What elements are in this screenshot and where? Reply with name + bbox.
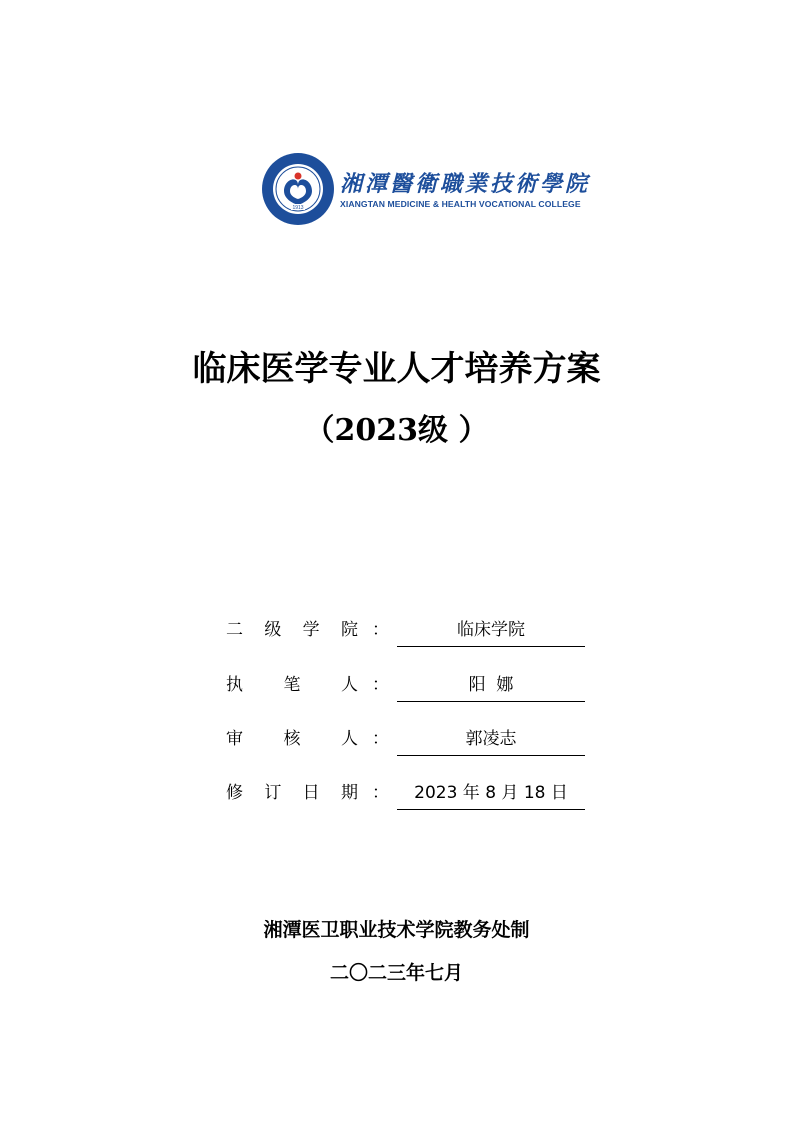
info-value: 郭凌志 (465, 729, 517, 749)
info-underline (397, 809, 585, 810)
info-value: 阳 娜 (468, 675, 514, 695)
info-underline (397, 701, 585, 702)
seal-year: 1913 (292, 205, 304, 211)
info-label (226, 670, 358, 695)
footer-date: 二〇二三年七月 (329, 962, 463, 984)
college-logo (260, 151, 591, 227)
info-label-char: 订 (264, 783, 282, 803)
info-label-char: 院 (340, 620, 358, 640)
info-row (226, 670, 586, 700)
info-label-char: 修 (226, 783, 243, 803)
info-label-char: 日 (302, 783, 320, 803)
info-label-char: 期 (340, 783, 358, 803)
info-label-char: 学 (302, 620, 320, 640)
info-row (226, 615, 586, 645)
college-name-en: XIANGTAN MEDICINE & HEALTH VOCATIONAL COLLEGE (340, 199, 581, 209)
info-value: 临床学院 (457, 620, 525, 640)
info-value: 2023 年 8 月 18 日 (414, 783, 568, 803)
info-colon: ： (372, 729, 389, 749)
college-name-cn: 湘潭醫衛職業技術學院 (340, 171, 591, 197)
info-label-char: 核 (283, 729, 301, 749)
info-underline (397, 646, 585, 647)
info-colon: ： (372, 620, 389, 640)
info-label (226, 778, 358, 803)
info-label-char: 审 (226, 729, 243, 749)
document-title: 临床医学专业人才培养方案 (192, 349, 601, 389)
info-colon: ： (372, 675, 389, 695)
info-row (226, 778, 586, 808)
info-label-char: 人 (341, 675, 358, 695)
info-label (226, 615, 358, 640)
info-label-char: 人 (341, 729, 358, 749)
info-colon: ： (372, 783, 389, 803)
info-label-char: 笔 (283, 675, 301, 695)
footer-org: 湘潭医卫职业技术学院教务处制 (263, 919, 530, 941)
info-row (226, 724, 586, 754)
college-seal-icon (260, 151, 336, 227)
document-subtitle: （2023级 ） (304, 413, 489, 448)
info-label-char: 执 (226, 675, 243, 695)
info-label-char: 二 (226, 620, 243, 640)
info-underline (397, 755, 585, 756)
info-label (226, 724, 358, 749)
info-label-char: 级 (264, 620, 282, 640)
